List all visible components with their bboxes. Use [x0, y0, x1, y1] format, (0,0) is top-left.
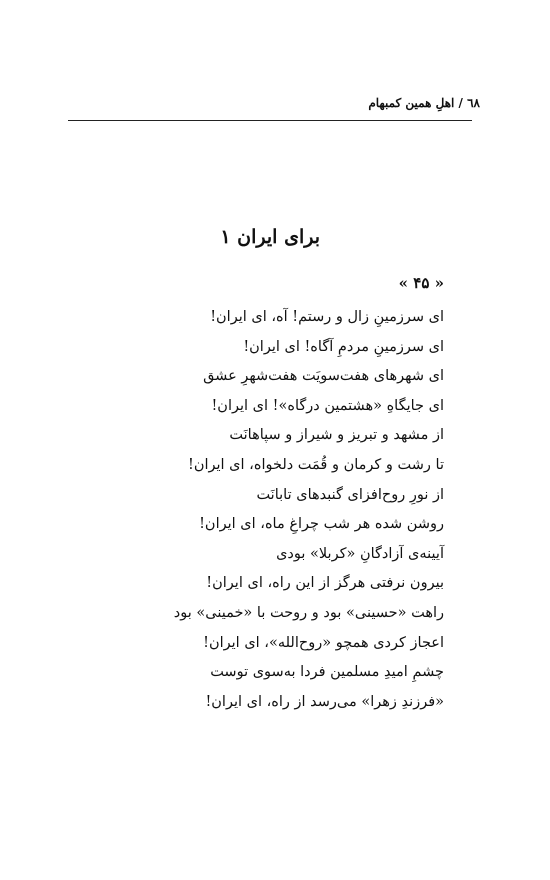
poem-line: اعجاز کردی همچو «روح‌الله»، ای ایران! [203, 634, 444, 651]
running-head: ٦٨ / اهلِ همین کمبهام [368, 96, 480, 110]
poem-line: از مشهد و تبریز و شیراز و سپاهانَت [229, 427, 444, 444]
poem-line: از نورِ روح‌افزای گنبدهای تابانَت [256, 486, 444, 503]
poem-line: ای شهرهای هفت‌سویَت هفت‌شهرِ عشق [203, 368, 444, 385]
poem-line: ای سرزمینِ زال و رستم! آه، ای ایران! [210, 309, 444, 325]
poem-line: ای جایگاهِ «هشتمین درگاه»! ای ایران! [211, 397, 444, 414]
poem-line: روشن شده هر شب چراغِ ماه، ای ایران! [199, 516, 444, 533]
poem-body [174, 303, 444, 717]
poem-line: بیرون نرفتی هرگز از این راه، ای ایران! [206, 575, 444, 592]
poem-line: «فرزندِ زهرا» می‌رسد از راه، ای ایران! [205, 693, 444, 710]
header-rule [68, 120, 472, 121]
poem-line: راهت «حسینی» بود و روحت با «خمینی» بود [173, 604, 444, 621]
poem-number: « ۴۵ » [398, 274, 444, 292]
poem-line: ای سرزمینِ مردمِ آگاه! ای ایران! [243, 338, 444, 355]
poem-line: چشمِ امیدِ مسلمین فردا به‌سوی توست [210, 664, 444, 681]
poem-title: برای ایران ۱ [220, 226, 320, 248]
poem-line: آیینه‌ی آزادگانِ «کربلا» بودی [276, 545, 444, 562]
poem-line: تا رشت و کرمان و قُمَت دلخواه، ای ایران! [188, 456, 444, 473]
